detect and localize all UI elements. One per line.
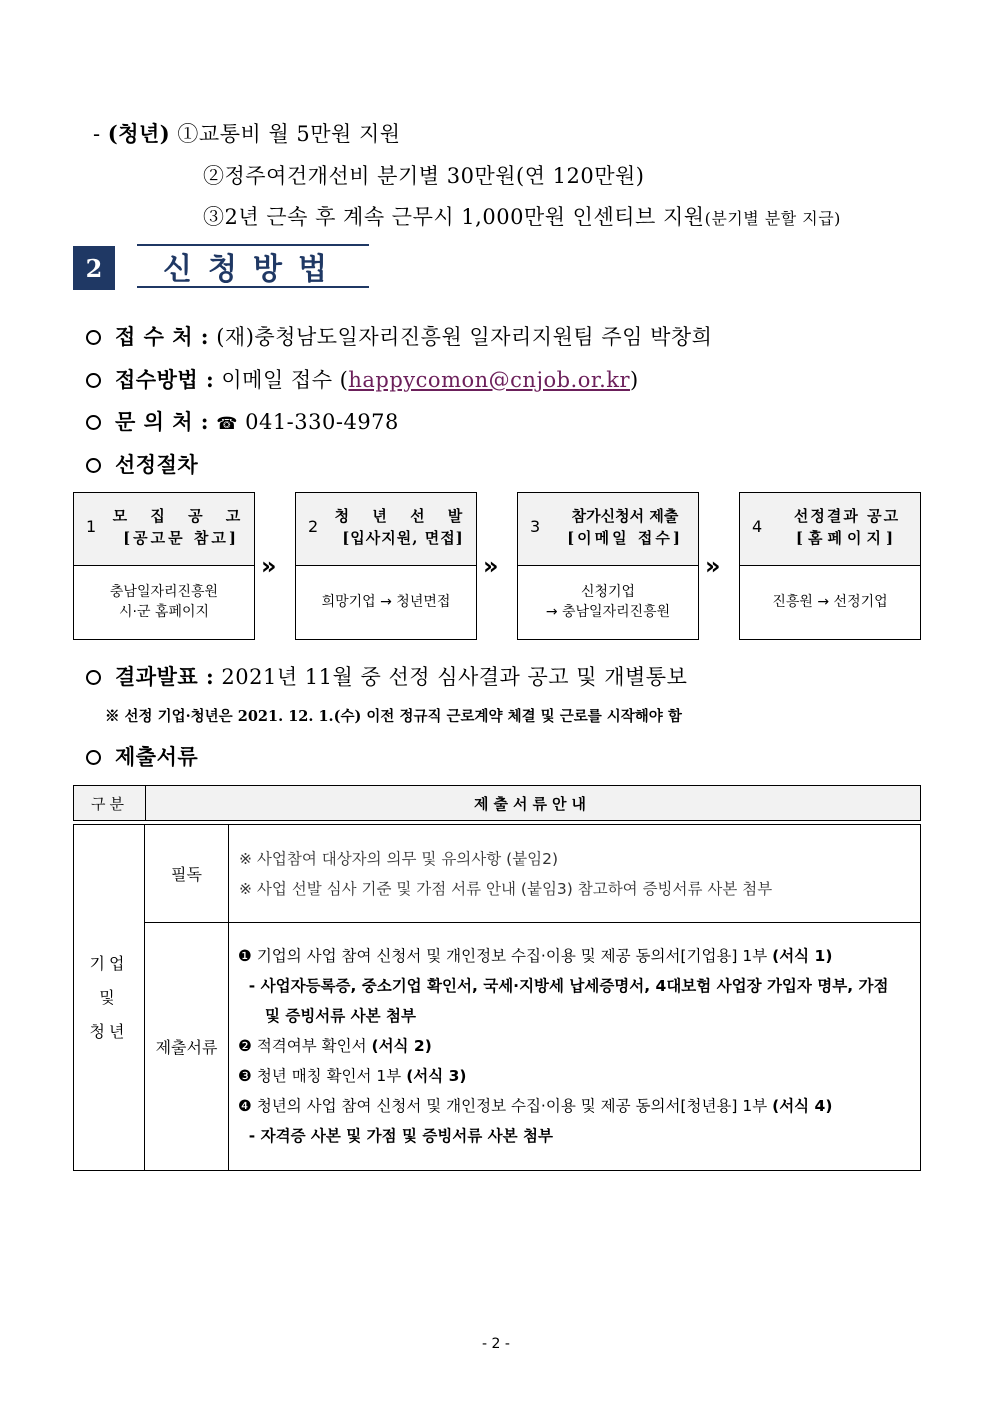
arrow-icon: » bbox=[705, 552, 721, 580]
must-read-line: ※ 사업 선발 심사 기준 및 가점 서류 안내 (붙임3) 참고하여 증빙서류 사본 첨부 bbox=[239, 880, 773, 898]
submit-content bbox=[238, 941, 888, 1151]
step-title-line-2: [공고문 참고] bbox=[123, 529, 239, 547]
step-header bbox=[740, 493, 920, 566]
step-desc-line-1: 신청기업 bbox=[580, 584, 636, 600]
arrow-icon: » bbox=[261, 552, 277, 580]
step-title bbox=[778, 505, 916, 549]
method-line bbox=[86, 364, 639, 394]
youth-label: (청년) bbox=[107, 121, 171, 146]
circle-bullet-icon bbox=[86, 458, 101, 473]
procedure-line bbox=[86, 449, 198, 479]
procedure-step-1 bbox=[73, 492, 255, 640]
method-label: 접수방법 : bbox=[115, 367, 215, 392]
step-title-line-1: 모 집 공 고 bbox=[112, 507, 250, 525]
procedure-label: 선정절차 bbox=[115, 452, 199, 477]
reception-value: (재)충청남도일자리진흥원 일자리지원팀 주임 박창희 bbox=[209, 325, 713, 349]
step-title-line-1: 선정결과 공고 bbox=[793, 507, 901, 525]
step-number: 3 bbox=[530, 517, 541, 536]
submit-line: ❶ 기업의 사업 참여 신청서 및 개인정보 수집·이용 및 제공 동의서[기업용] 1부 (서식 1) bbox=[238, 947, 833, 965]
youth-line-3 bbox=[203, 201, 841, 231]
submit-line: ❹ 청년의 사업 참여 신청서 및 개인정보 수집·이용 및 제공 동의서[청년용] 1부 (서식 4) bbox=[238, 1097, 833, 1115]
step-desc-line-2: → 충남일자리진흥원 bbox=[545, 604, 671, 620]
step-title-line-2: [이메일 접수] bbox=[567, 529, 683, 547]
documents-line bbox=[86, 741, 198, 771]
step-number: 4 bbox=[752, 517, 763, 536]
youth-line-2 bbox=[203, 160, 645, 190]
step-desc-line-1: 진흥원 → 선정기업 bbox=[772, 594, 888, 610]
circle-bullet-icon bbox=[86, 415, 101, 430]
submit-label: 제출서류 bbox=[155, 1038, 218, 1057]
must-read-label: 필독 bbox=[171, 865, 202, 884]
group-label-line-3: 청년 bbox=[89, 1021, 129, 1041]
must-read-content bbox=[239, 844, 772, 904]
inquiry-line bbox=[86, 406, 399, 436]
header-category: 구분 bbox=[74, 786, 146, 820]
step-desc-line-1: 충남일자리진흥원 bbox=[109, 584, 219, 600]
procedure-step-2 bbox=[295, 492, 477, 640]
circle-bullet-icon bbox=[86, 330, 101, 345]
inquiry-label: 문 의 처 : bbox=[115, 409, 210, 434]
youth-item-3-suffix: (분기별 분할 지급) bbox=[704, 209, 841, 228]
step-title-line-2: [홈페이지] bbox=[795, 529, 899, 547]
step-header bbox=[518, 493, 698, 566]
youth-item-3: ③2년 근속 후 계속 근무시 1,000만원 인센티브 지원 bbox=[203, 205, 705, 229]
must-read-line: ※ 사업참여 대상자의 의무 및 유의사항 (붙임2) bbox=[239, 850, 559, 868]
phone-icon: ☎ bbox=[216, 414, 238, 434]
circle-bullet-icon bbox=[86, 750, 101, 765]
circle-bullet-icon bbox=[86, 373, 101, 388]
result-label: 결과발표 : bbox=[115, 664, 215, 689]
reception-label: 접 수 처 : bbox=[115, 324, 210, 349]
step-title bbox=[556, 505, 694, 549]
step-header bbox=[296, 493, 476, 566]
youth-prefix: - bbox=[93, 122, 108, 146]
reception-line bbox=[86, 321, 712, 351]
step-title-line-1: 참가신청서 제출 bbox=[571, 507, 679, 525]
youth-item-2: ②정주여건개선비 분기별 30만원(연 120만원) bbox=[203, 164, 645, 188]
step-description bbox=[740, 565, 920, 639]
step-title bbox=[334, 505, 472, 549]
step-desc-line-1: 희망기업 → 청년면접 bbox=[321, 594, 451, 610]
submit-line: - 자격증 사본 및 가점 및 증빙서류 사본 첨부 bbox=[238, 1127, 553, 1145]
divider bbox=[228, 825, 229, 1170]
procedure-step-3 bbox=[517, 492, 699, 640]
group-label-line-2: 및 bbox=[99, 987, 119, 1007]
page-number: - 2 - bbox=[482, 1336, 510, 1352]
method-value-prefix: 이메일 접수 ( bbox=[214, 368, 349, 392]
step-description bbox=[518, 565, 698, 639]
step-description bbox=[296, 565, 476, 639]
section-title: 신청방법 bbox=[137, 244, 369, 288]
documents-table-header bbox=[73, 785, 921, 821]
divider bbox=[144, 922, 920, 923]
method-value-suffix: ) bbox=[630, 368, 639, 392]
step-desc-line-2: 시·군 홈페이지 bbox=[118, 604, 210, 620]
step-description bbox=[74, 565, 254, 639]
submit-line: - 사업자등록증, 중소기업 확인서, 국세·지방세 납세증명서, 4대보험 사업장 가입자 명부, 가점 bbox=[238, 977, 889, 995]
step-number: 1 bbox=[86, 517, 97, 536]
submit-line: 및 증빙서류 사본 첨부 bbox=[238, 1007, 416, 1025]
submit-line: ❸ 청년 매칭 확인서 1부 (서식 3) bbox=[238, 1067, 467, 1085]
result-line bbox=[86, 661, 687, 691]
group-label bbox=[74, 825, 144, 1170]
documents-table-body bbox=[73, 824, 921, 1171]
youth-line-1 bbox=[93, 118, 401, 148]
group-label-line-1: 기업 bbox=[89, 953, 129, 973]
circle-bullet-icon bbox=[86, 670, 101, 685]
header-guide: 제출서류안내 bbox=[474, 794, 591, 813]
youth-item-1: ①교통비 월 5만원 지원 bbox=[170, 122, 401, 146]
result-value: 2021년 11월 중 선정 심사결과 공고 및 개별통보 bbox=[214, 665, 688, 689]
arrow-icon: » bbox=[483, 552, 499, 580]
notice-text: ※ 선정 기업·청년은 2021. 12. 1.(수) 이전 정규직 근로계약 체결 및 근로를 시작해야 함 bbox=[105, 708, 682, 725]
step-title-line-2: [입사지원, 면접] bbox=[342, 529, 464, 547]
email-link[interactable]: happycomon@cnjob.or.kr bbox=[348, 368, 631, 392]
step-header bbox=[74, 493, 254, 566]
submit-line: ❷ 적격여부 확인서 (서식 2) bbox=[238, 1037, 432, 1055]
section-number: 2 bbox=[73, 246, 115, 290]
step-number: 2 bbox=[308, 517, 319, 536]
step-title bbox=[112, 505, 250, 549]
inquiry-phone: 041-330-4978 bbox=[237, 410, 399, 434]
procedure-step-4 bbox=[739, 492, 921, 640]
step-title-line-1: 청 년 선 발 bbox=[334, 507, 472, 525]
documents-label: 제출서류 bbox=[115, 744, 199, 769]
